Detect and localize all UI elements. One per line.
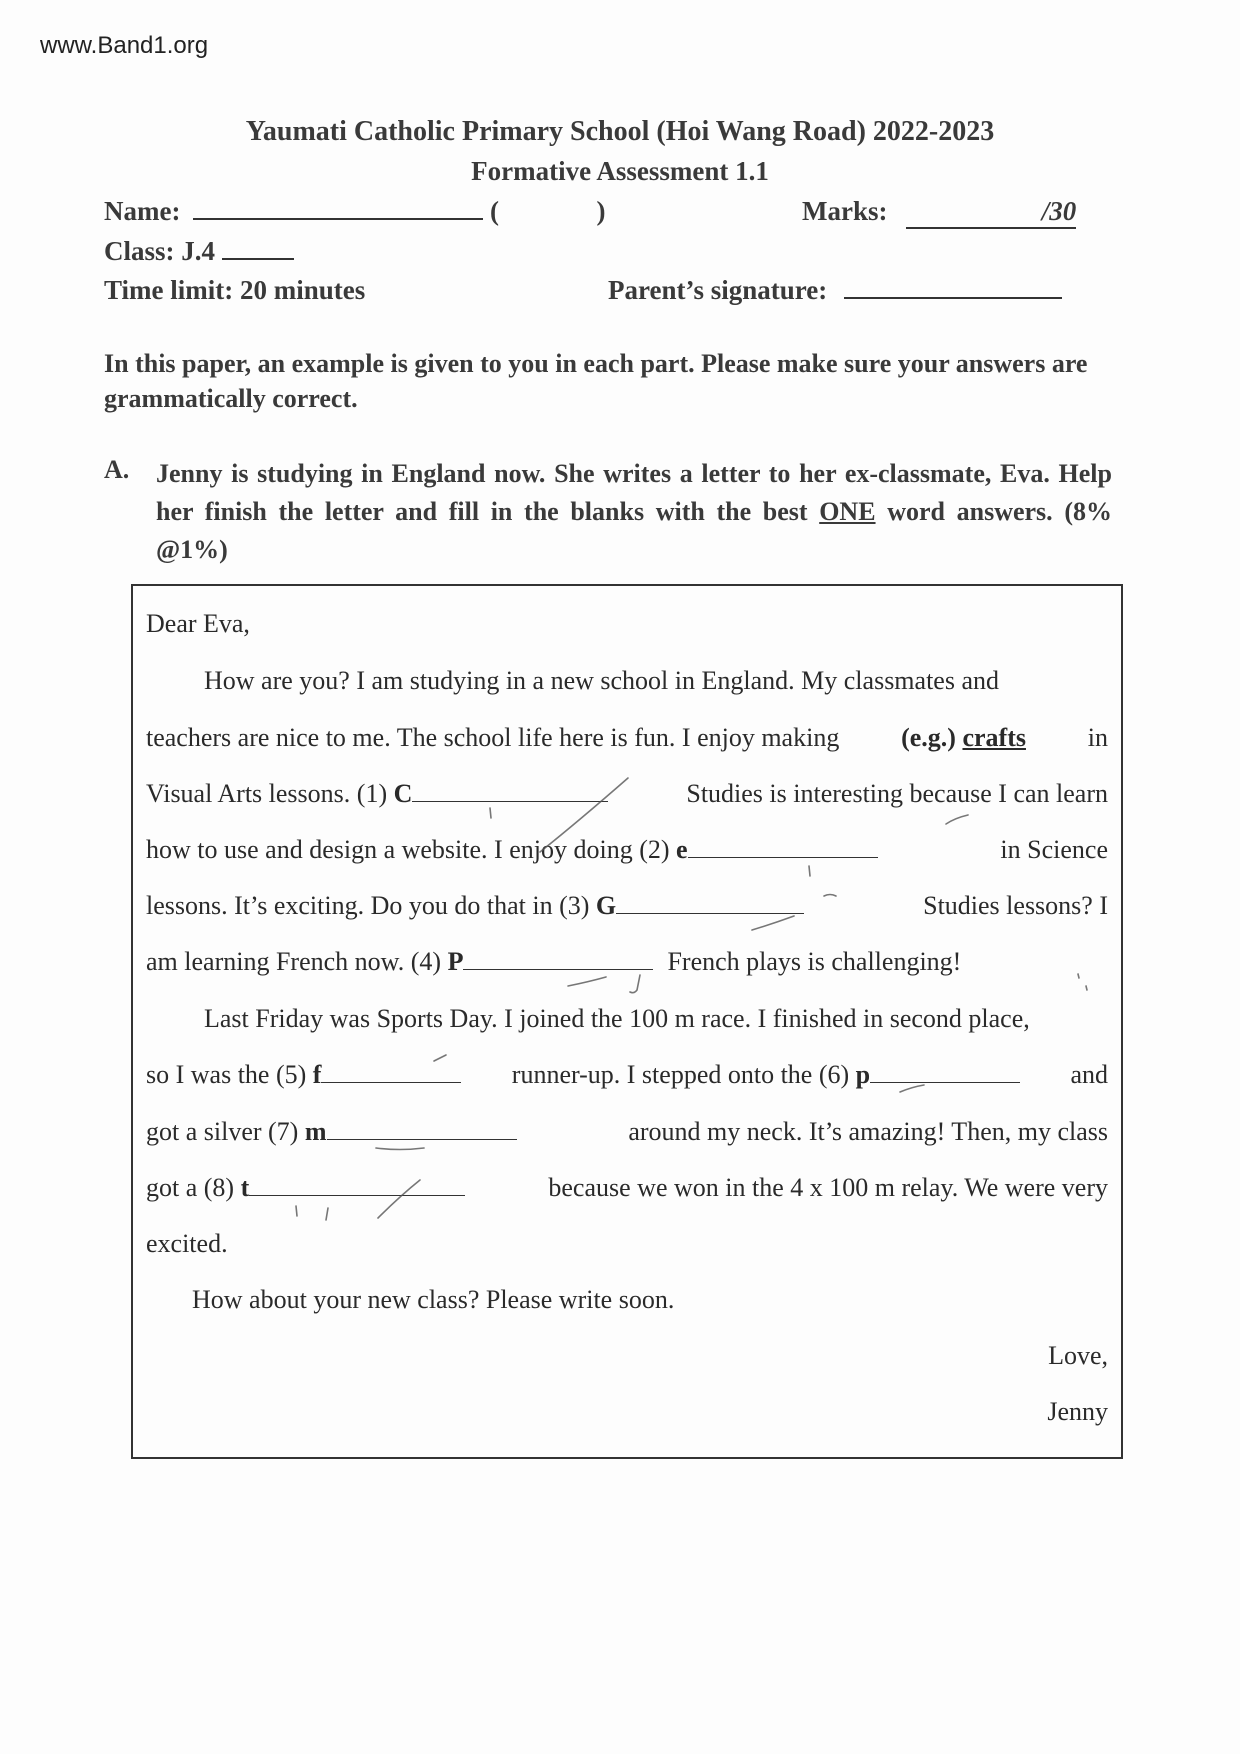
assessment-title: Formative Assessment 1.1 bbox=[471, 156, 769, 186]
letter-line-1 bbox=[204, 666, 1108, 696]
blank-8-number: got a (8) bbox=[146, 1173, 235, 1202]
marks-field bbox=[802, 196, 1076, 229]
marks-blank[interactable] bbox=[906, 196, 1076, 229]
name-label: Name: bbox=[104, 196, 181, 226]
letter-line-11: excited. bbox=[146, 1229, 228, 1258]
letter-closing bbox=[146, 1341, 1108, 1371]
blank-8[interactable] bbox=[249, 1175, 465, 1196]
example-label: (e.g.) bbox=[901, 723, 956, 752]
letter-line-2 bbox=[146, 723, 1108, 753]
blank-8-hint: t bbox=[240, 1173, 250, 1202]
class-number-paren-close: ) bbox=[596, 196, 606, 226]
letter-line-8 bbox=[146, 1060, 1108, 1090]
blank-3-hint: G bbox=[595, 891, 617, 920]
letter-line-6 bbox=[146, 947, 1108, 977]
section-a-text-2: word answers. (8% @1%) bbox=[156, 497, 1112, 564]
class-number-paren-open: ( bbox=[489, 196, 499, 226]
class-blank[interactable] bbox=[222, 236, 294, 260]
blank-3[interactable] bbox=[616, 893, 804, 914]
class-field bbox=[104, 236, 294, 267]
blank-1-number: Visual Arts lessons. (1) bbox=[146, 779, 388, 808]
blank-5[interactable] bbox=[321, 1062, 461, 1083]
blank-4-number: am learning French now. (4) bbox=[146, 947, 442, 976]
letter-line-2-end: in bbox=[1087, 723, 1108, 752]
letter-line-9-end: around my neck. It’s amazing! Then, my class bbox=[628, 1117, 1108, 1146]
parent-signature-field bbox=[608, 275, 1062, 306]
school-title: Yaumati Catholic Primary School (Hoi Wang Road) 2022-2023 bbox=[245, 116, 995, 147]
section-a-instructions bbox=[156, 455, 1112, 569]
blank-4[interactable] bbox=[463, 949, 653, 970]
letter-line-4 bbox=[146, 835, 1108, 865]
name-blank[interactable] bbox=[193, 196, 483, 220]
blank-7[interactable] bbox=[327, 1119, 517, 1140]
blank-7-number: got a silver (7) bbox=[146, 1117, 299, 1146]
blank-2-hint: e bbox=[676, 835, 688, 864]
letter-line-12: How about your new class? Please write soon. bbox=[192, 1285, 675, 1314]
letter-line-2-text: teachers are nice to me. The school life here is fun. I enjoy making bbox=[146, 723, 840, 752]
letter-line-3-end: Studies is interesting because I can learn bbox=[686, 779, 1108, 808]
time-limit: Time limit: 20 minutes bbox=[104, 275, 366, 305]
section-a-emphasis: ONE bbox=[819, 497, 876, 526]
blank-6-hint: p bbox=[855, 1060, 871, 1089]
class-label: Class: J.4 bbox=[104, 236, 216, 266]
letter-line-5-end: Studies lessons? I bbox=[923, 891, 1108, 920]
blank-4-hint: P bbox=[447, 947, 464, 976]
letter-signature-text: Jenny bbox=[1047, 1397, 1108, 1426]
letter-line-4-end: in Science bbox=[1000, 835, 1108, 864]
parent-signature-label: Parent’s signature: bbox=[608, 275, 828, 305]
blank-7-hint: m bbox=[304, 1117, 327, 1146]
example-answer: crafts bbox=[962, 723, 1026, 752]
letter-line-10-end: because we won in the 4 x 100 m relay. We were very bbox=[548, 1173, 1108, 1202]
blank-2[interactable] bbox=[688, 837, 878, 858]
letter-line-10 bbox=[146, 1173, 1108, 1203]
letter-line-7: Last Friday was Sports Day. I joined the 100 m race. I finished in second place, bbox=[204, 1004, 1030, 1033]
letter-line-9 bbox=[146, 1117, 1108, 1147]
letter-line-5 bbox=[146, 891, 1108, 921]
name-field bbox=[104, 196, 605, 227]
blank-5-number: so I was the (5) bbox=[146, 1060, 307, 1089]
blank-3-number: lessons. It’s exciting. Do you do that in (3) bbox=[146, 891, 590, 920]
watermark-url: www.Band1.org bbox=[40, 32, 209, 59]
instructions: In this paper, an example is given to you in each part. Please make sure your answers are grammatically correct. bbox=[104, 349, 1088, 413]
section-a-label: A. bbox=[104, 455, 130, 484]
blank-2-number: how to use and design a website. I enjoy doing (2) bbox=[146, 835, 670, 864]
blank-5-hint: f bbox=[312, 1060, 322, 1089]
marks-label: Marks: bbox=[802, 196, 888, 226]
letter-signature bbox=[146, 1397, 1108, 1427]
letter-line-3 bbox=[146, 779, 1108, 809]
letter-line-1-text: How are you? I am studying in a new school in England. My classmates and bbox=[204, 666, 999, 695]
letter-closing-text: Love, bbox=[1048, 1341, 1108, 1370]
blank-6[interactable] bbox=[870, 1062, 1020, 1083]
parent-signature-blank[interactable] bbox=[844, 275, 1062, 299]
blank-1[interactable] bbox=[412, 781, 608, 802]
blank-1-hint: C bbox=[393, 779, 413, 808]
letter-line-6-end: French plays is challenging! bbox=[667, 947, 962, 976]
letter-greeting: Dear Eva, bbox=[146, 609, 250, 638]
marks-total: /30 bbox=[1041, 196, 1077, 226]
letter-line-8-end: and bbox=[1070, 1060, 1108, 1089]
section-a-text-1: Jenny is studying in England now. She writes a letter to her ex-classmate, Eva. Help her finish the letter and fill in the blanks with the best bbox=[156, 459, 1112, 526]
blank-6-number: runner-up. I stepped onto the (6) bbox=[511, 1060, 850, 1089]
